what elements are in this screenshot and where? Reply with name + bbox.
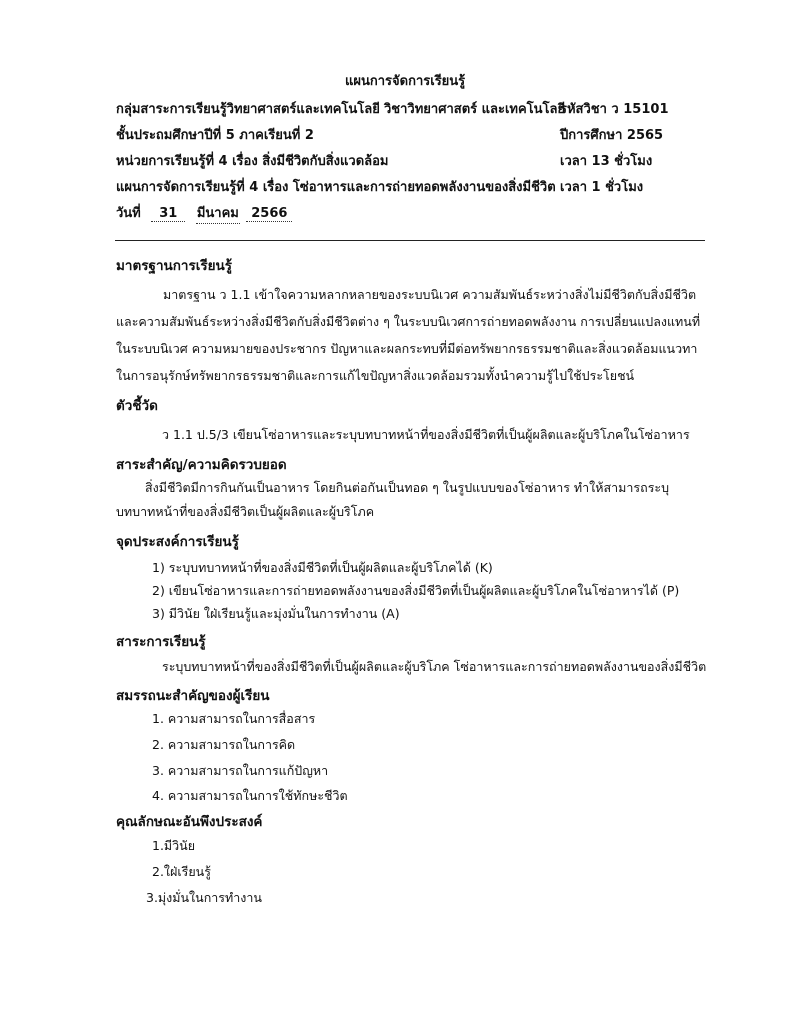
- content-line: ระบุบทบาทหน้าที่ของสิ่งมีชีวิตที่เป็นผู้ผลิตและผู้บริโภค โซ่อาหารและการถ่ายทอดพลังงานของสิ่งมีชีวิต: [162, 659, 707, 674]
- date-day: 31: [151, 206, 185, 222]
- date-label: วันที่: [116, 206, 141, 221]
- lesson-plan: แผนการจัดการเรียนรู้ที่ 4 เรื่อง โซ่อาหารและการถ่ายทอดพลังงานของสิ่งมีชีวิต: [116, 180, 556, 195]
- attributes-heading: คุณลักษณะอันพึงประสงค์: [116, 814, 263, 830]
- unit-duration: เวลา 13 ชั่วโมง: [560, 154, 653, 169]
- standards-line: ในการอนุรักษ์ทรัพยากรธรรมชาติและการแก้ไขปัญหาสิ่งแวดล้อมรวมทั้งนำความรู้ไปใช้ประโยชน์: [116, 368, 635, 383]
- competency-item: 1. ความสามารถในการสื่อสาร: [152, 711, 316, 726]
- subject-group: กลุ่มสาระการเรียนรู้วิทยาศาสตร์และเทคโนโลยี: [116, 102, 380, 117]
- objective-item: 3) มีวินัย ใฝ่เรียนรู้และมุ่งมั่นในการทำงาน (A): [152, 606, 400, 621]
- standards-line: มาตรฐาน ว 1.1 เข้าใจความหลากหลายของระบบนิเวศ ความสัมพันธ์ระหว่างสิ่งไม่มีชีวิตกับสิ่งมีชีวิต: [163, 287, 697, 302]
- standards-heading: มาตรฐานการเรียนรู้: [116, 258, 233, 274]
- date-line: [116, 202, 292, 224]
- header-divider: [115, 240, 705, 241]
- document-title: แผนการจัดการเรียนรู้: [345, 74, 466, 89]
- plan-duration: เวลา 1 ชั่วโมง: [560, 180, 644, 195]
- content-heading: สาระการเรียนรู้: [116, 634, 206, 650]
- learning-unit: หน่วยการเรียนรู้ที่ 4 เรื่อง สิ่งมีชีวิตกับสิ่งแวดล้อม: [116, 154, 389, 169]
- attribute-item: 2.ใฝ่เรียนรู้: [152, 864, 211, 879]
- date-year: 2566: [246, 206, 292, 222]
- objective-item: 1) ระบุบทบาทหน้าที่ของสิ่งมีชีวิตที่เป็นผู้ผลิตและผู้บริโภคได้ (K): [152, 560, 493, 575]
- competency-item: 3. ความสามารถในการแก้ปัญหา: [152, 763, 329, 778]
- concept-heading: สาระสำคัญ/ความคิดรวบยอด: [116, 457, 287, 473]
- objectives-heading: จุดประสงค์การเรียนรู้: [116, 534, 239, 550]
- subject-name: วิชาวิทยาศาสตร์ และเทคโนโลยี: [384, 102, 566, 117]
- objective-item: 2) เขียนโซ่อาหารและการถ่ายทอดพลังงานของสิ่งมีชีวิตที่เป็นผู้ผลิตและผู้บริโภคในโซ่อาหารได้ (P): [152, 583, 680, 598]
- attribute-item: 1.มีวินัย: [152, 838, 196, 853]
- academic-year: ปีการศึกษา 2565: [560, 128, 664, 143]
- competencies-heading: สมรรถนะสำคัญของผู้เรียน: [116, 688, 270, 704]
- standards-line: ในระบบนิเวศ ความหมายของประชากร ปัญหาและผลกระทบที่มีต่อทรัพยากรธรรมชาติและสิ่งแวดล้อมแนวทา: [116, 341, 698, 356]
- competency-item: 4. ความสามารถในการใช้ทักษะชีวิต: [152, 788, 348, 803]
- date-month: มีนาคม: [196, 202, 240, 224]
- attribute-item: 3.มุ่งมั่นในการทำงาน: [146, 890, 262, 905]
- concept-line: สิ่งมีชีวิตมีการกินกันเป็นอาหาร โดยกินต่อกันเป็นทอด ๆ ในรูปแบบของโซ่อาหาร ทำให้สามารถระบุ: [145, 480, 670, 495]
- indicator-line: ว 1.1 ป.5/3 เขียนโซ่อาหารและระบุบทบาทหน้าที่ของสิ่งมีชีวิตที่เป็นผู้ผลิตและผู้บริโภคในโซ่อาหาร: [162, 427, 690, 442]
- competency-item: 2. ความสามารถในการคิด: [152, 737, 296, 752]
- standards-line: และความสัมพันธ์ระหว่างสิ่งมีชีวิตกับสิ่งมีชีวิตต่าง ๆ ในระบบนิเวศการถ่ายทอดพลังงาน การเปลี่ยนแปลงแทนที่: [116, 314, 701, 329]
- indicators-heading: ตัวชี้วัด: [116, 398, 158, 414]
- grade-semester: ชั้นประถมศึกษาปีที่ 5 ภาคเรียนที่ 2: [116, 128, 314, 143]
- subject-code: รหัสวิชา ว 15101: [560, 102, 669, 117]
- concept-line: บทบาทหน้าที่ของสิ่งมีชีวิตเป็นผู้ผลิตและผู้บริโภค: [116, 504, 375, 519]
